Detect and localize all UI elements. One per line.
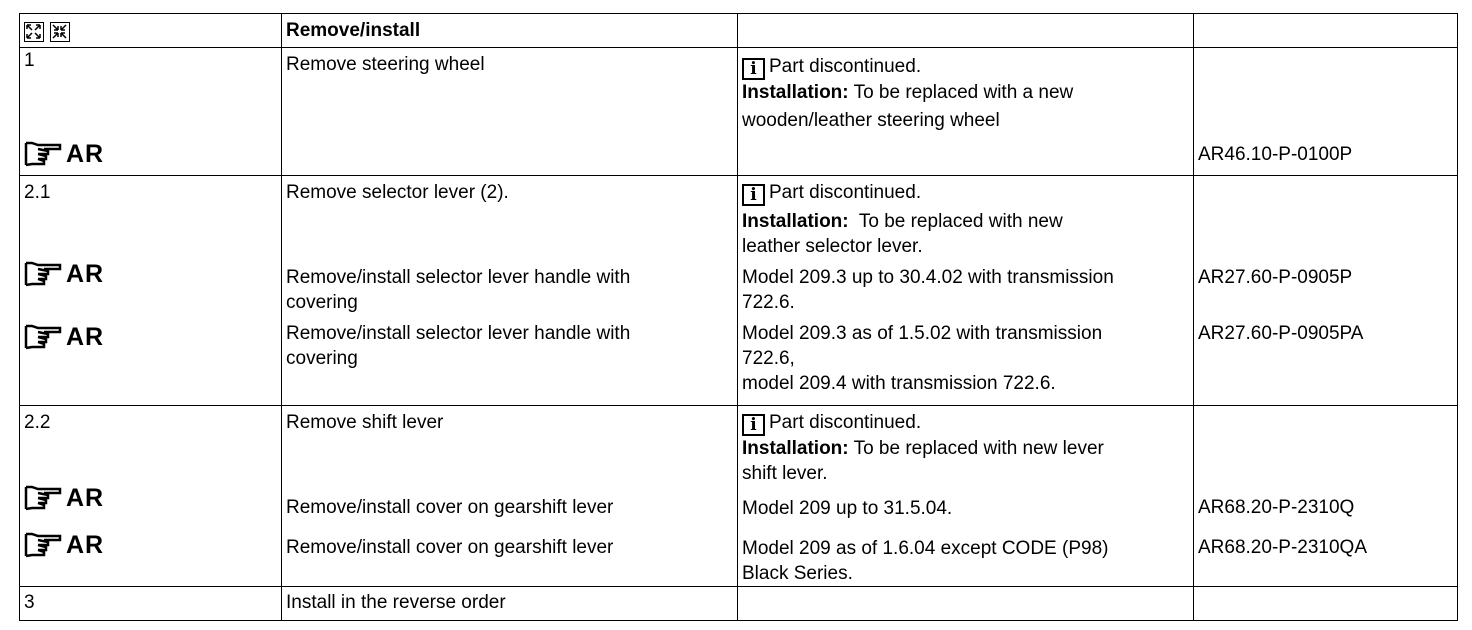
ref-cell [1194, 176, 1458, 406]
info-text: Part discontinued. [769, 182, 922, 203]
model-note-cont: 722.6, [742, 348, 795, 369]
installation-text: To be replaced with a new [853, 82, 1074, 103]
table-header-row [20, 14, 1458, 48]
ref-link[interactable]: AR27.60-P-0905P [1198, 267, 1353, 288]
step-number: 3 [24, 592, 35, 613]
header-title-text: Remove/install [286, 20, 421, 41]
step-cell [20, 176, 282, 406]
model-note: Model 209 as of 1.6.04 except CODE (P98) [742, 538, 1109, 559]
header-icons-cell [20, 14, 282, 48]
step-number: 1 [24, 50, 35, 71]
sub-action-text-cont: covering [286, 348, 358, 369]
sub-action-text: Remove/install cover on gearshift lever [286, 497, 614, 518]
installation-text-cont: shift lever. [742, 463, 828, 484]
pointing-hand-icon [24, 530, 64, 558]
expand-arrows-icon[interactable] [24, 22, 44, 42]
info-text: Part discontinued. [769, 56, 922, 77]
table-row [20, 406, 1458, 587]
note-cell [738, 587, 1194, 621]
action-cell [282, 587, 738, 621]
model-note-cont: Black Series. [742, 563, 853, 584]
sub-action-text-cont: covering [286, 292, 358, 313]
info-text: Part discontinued. [769, 412, 922, 433]
installation-label: Installation: [742, 211, 849, 232]
ref-link[interactable]: AR46.10-P-0100P [1198, 144, 1353, 165]
step-cell [20, 48, 282, 176]
action-text: Remove steering wheel [286, 54, 485, 75]
sub-action-text: Remove/install selector lever handle with [286, 267, 631, 288]
ref-cell [1194, 406, 1458, 587]
action-text: Install in the reverse order [286, 592, 506, 613]
action-cell [282, 48, 738, 176]
info-icon: i [742, 184, 765, 206]
action-cell [282, 406, 738, 587]
info-icon: i [742, 414, 765, 436]
step-number: 2.1 [24, 182, 51, 203]
pointing-hand-icon [24, 259, 64, 287]
ar-link[interactable]: AR [24, 528, 104, 558]
collapse-arrows-icon[interactable] [50, 22, 70, 42]
table-row [20, 48, 1458, 176]
model-note-cont: 722.6. [742, 292, 795, 313]
step-number: 2.2 [24, 412, 51, 433]
pointing-hand-icon [24, 322, 64, 350]
header-col4 [1194, 14, 1458, 48]
ref-link[interactable]: AR68.20-P-2310Q [1198, 497, 1355, 518]
ref-cell [1194, 587, 1458, 621]
action-text: Remove selector lever (2). [286, 182, 509, 203]
ar-link[interactable]: AR [24, 481, 104, 511]
note-cell [738, 176, 1194, 406]
sub-action-text: Remove/install selector lever handle with [286, 323, 631, 344]
ar-link[interactable]: AR [24, 139, 104, 167]
installation-text: To be replaced with new lever [853, 438, 1104, 459]
note-cell [738, 48, 1194, 176]
model-note: Model 209.3 as of 1.5.02 with transmission [742, 323, 1103, 344]
installation-label: Installation: [742, 438, 849, 459]
model-note: Model 209 up to 31.5.04. [742, 498, 953, 519]
installation-text: To be replaced with new [858, 211, 1063, 232]
pointing-hand-icon [24, 139, 64, 167]
ar-link[interactable]: AR [24, 257, 104, 287]
step-cell [20, 587, 282, 621]
model-note: Model 209.3 up to 30.4.02 with transmission [742, 267, 1114, 288]
action-text: Remove shift lever [286, 412, 444, 433]
ref-link[interactable]: AR68.20-P-2310QA [1198, 537, 1367, 558]
info-icon: i [742, 58, 765, 80]
action-cell [282, 176, 738, 406]
pointing-hand-icon [24, 483, 64, 511]
procedure-table [19, 13, 1458, 621]
step-cell [20, 406, 282, 587]
ref-link[interactable]: AR27.60-P-0905PA [1198, 323, 1364, 344]
installation-label: Installation: [742, 82, 849, 103]
installation-text-cont: leather selector lever. [742, 236, 923, 257]
table-row [20, 176, 1458, 406]
note-cell [738, 406, 1194, 587]
model-note-cont: model 209.4 with transmission 722.6. [742, 373, 1056, 394]
ref-cell [1194, 48, 1458, 176]
ar-link[interactable]: AR [24, 320, 104, 350]
sub-action-text: Remove/install cover on gearshift lever [286, 537, 614, 558]
installation-text-cont: wooden/leather steering wheel [742, 110, 1000, 131]
header-col3 [738, 14, 1194, 48]
header-title [282, 14, 738, 48]
table-row [20, 587, 1458, 621]
